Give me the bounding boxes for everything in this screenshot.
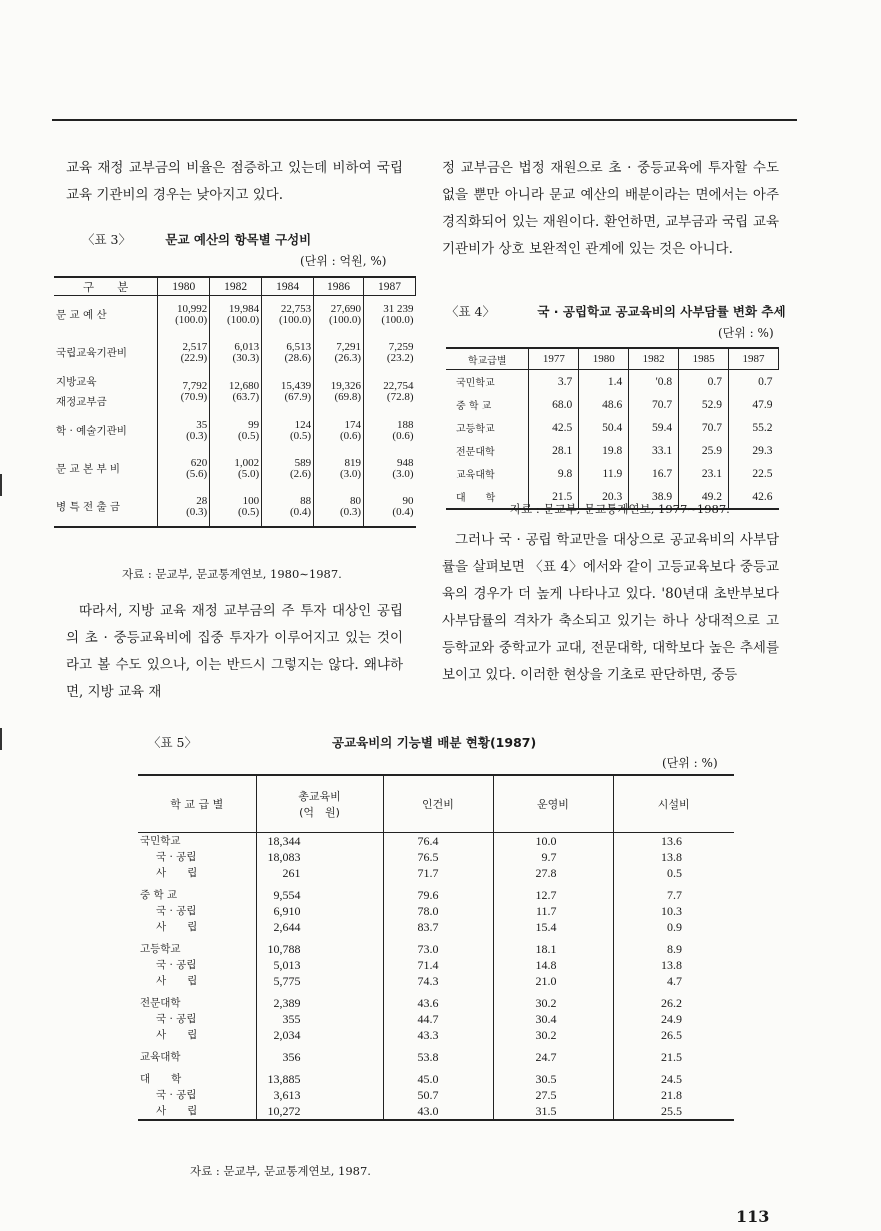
table3-percent: (28.6) [284,352,312,364]
table5-cell: 31.5 [493,1103,613,1120]
table5-cell: 30.4 [493,1011,613,1027]
table5-cell: 3,613 [256,1087,383,1103]
table3-cell [210,334,262,372]
table4-number: 〈표 4〉 [446,304,496,319]
table5-row [138,1043,734,1065]
table5-title: 공교육비의 기능별 배분 현황(1987) [332,735,537,750]
margin-mark [0,474,2,496]
table4 [446,347,779,510]
table4-cell: 19.8 [579,439,629,462]
table5-cell: 9.7 [493,849,613,865]
table4-cell: 68.0 [529,393,579,416]
table3-row [54,412,416,450]
table3-percent: (100.0) [227,314,260,326]
table4-cell: 42.6 [729,485,779,509]
table3-unit: (단위 : 억원, %) [300,254,387,268]
table3-percent: (0.3) [186,430,208,442]
table3-cell [210,296,262,335]
table5-cell: 71.4 [383,957,493,973]
table3-row-label [54,412,158,450]
table5 [138,774,734,1121]
table5-cell: 21.0 [493,973,613,989]
table3-cell [262,296,314,335]
table5-row-label: 국민학교 [140,835,181,847]
table3-cell [210,372,262,412]
table4-cell: 1.4 [579,370,629,394]
table3-value: 19,984 [228,303,260,315]
table5-cell: 43.6 [383,989,493,1011]
table3-year: 1986 [314,277,364,296]
table3-value: 90 [402,495,414,507]
table4-cell: 21.5 [529,485,579,509]
table3-percent: (3.0) [339,468,362,480]
table5-row [138,865,734,881]
table3-percent: (0.5) [289,430,312,442]
table5-cell: 355 [256,1011,383,1027]
table5-cell: 2,034 [256,1027,383,1043]
table5-row-label: 사 립 [156,867,198,879]
table4-row-label: 국민학교 [456,378,495,389]
table5-cell: 44.7 [383,1011,493,1027]
table3-cell [314,488,364,527]
table3-value: 7,792 [182,380,208,392]
table3-percent: (63.7) [232,391,260,403]
table3-value: 7,291 [336,341,362,353]
table4-row-label: 대 학 [456,493,496,504]
left-paragraph-1 [66,155,403,209]
table3-value: 589 [294,457,312,469]
table3-value: 2,517 [182,341,208,353]
table4-cell: 47.9 [729,393,779,416]
table4-year: 1980 [579,348,629,370]
table3-cell [364,488,416,527]
table3-row-label-text: 국립교육기관비 [56,346,128,359]
table3-value: 22,754 [383,380,414,392]
table4-cell: 50.4 [579,416,629,439]
table4-header-row [446,348,779,370]
table5-row [138,989,734,1011]
table3-percent: (26.3) [334,352,362,364]
table5-cell: 13,885 [256,1065,383,1087]
table3-cell [210,412,262,450]
table5-header-row [138,775,734,833]
table5-header: 운영비 [493,775,613,833]
table3-value: 10,992 [176,303,208,315]
table3-row-label-text: 학 · 예술기관비 [56,424,127,437]
table4-cell: 70.7 [679,416,729,439]
table3-row [54,450,416,488]
table3-row-label-text: 문 교 예 산 [56,308,107,321]
table5-cell: 4.7 [613,973,734,989]
table5-cell: 25.5 [613,1103,734,1120]
table3-value: 174 [344,419,362,431]
table5-row [138,1087,734,1103]
table5-row-label: 국 · 공립 [156,905,197,917]
table4-cell: 0.7 [729,370,779,394]
table5-number: 〈표 5〉 [148,735,198,750]
table3-header-label: 구 분 [54,277,158,296]
table3-cell [262,450,314,488]
table5-row [138,903,734,919]
table5-cell: 43.0 [383,1103,493,1120]
table3-value: 80 [350,495,362,507]
table5-cell: 14.8 [493,957,613,973]
table3-year: 1984 [262,277,314,296]
right-paragraph-1 [442,155,779,263]
table3-cell [364,372,416,412]
table5-cell: 24.5 [613,1065,734,1087]
table4-row-label: 교육대학 [456,470,495,481]
table5-row-label: 사 립 [156,1105,198,1117]
table5-cell: 50.7 [383,1087,493,1103]
table3-cell [262,488,314,527]
table5-header-line: (억 원) [299,806,340,819]
table4-row [446,462,779,485]
table3-percent: (100.0) [278,314,312,326]
table3-cell [210,488,262,527]
table3-number: 〈표 3〉 [82,232,132,247]
table3-value: 124 [294,419,312,431]
table4-cell: 49.2 [679,485,729,509]
table4-source: 자료 : 문교부, 문교통계연보, 1977∼1987. [510,502,730,516]
table3-percent: (5.0) [238,468,260,480]
table4-cell: 11.9 [579,462,629,485]
table5-cell: 10,272 [256,1103,383,1120]
table3-year: 1982 [210,277,262,296]
table3-row-label [54,296,158,335]
table3-cell [314,334,364,372]
table3-cell [314,372,364,412]
table5-cell: 24.9 [613,1011,734,1027]
table5-row-label: 전문대학 [140,997,181,1009]
table3-value: 22,753 [280,303,312,315]
table3-value: 31 239 [383,303,414,315]
table4-caption [446,302,786,320]
table5-row [138,935,734,957]
table3-value: 19,326 [330,380,362,392]
table3-value: 28 [196,495,208,507]
table3-percent: (22.9) [180,352,208,364]
table5-row [138,1027,734,1043]
table4-cell: 28.1 [529,439,579,462]
table5-row-label: 중 학 교 [140,889,178,901]
table3-value: 35 [196,419,208,431]
table5-cell: 78.0 [383,903,493,919]
table5-cell: 18,083 [256,849,383,865]
table3-value: 1,002 [234,457,260,469]
table5-cell: 18.1 [493,935,613,957]
table5-cell: 0.5 [613,865,734,881]
body-text: 교육 재정 교부금의 비율은 점증하고 있는데 비하여 국립 교육 기관비의 경우는 낮아지고 있다. [66,160,403,203]
table4-row [446,439,779,462]
table3-year: 1987 [364,277,416,296]
table5-cell: 30.5 [493,1065,613,1087]
table3-cell [262,372,314,412]
table3-value: 12,680 [228,380,260,392]
table4-cell: 55.2 [729,416,779,439]
table5-cell: 30.2 [493,1027,613,1043]
table5-row-label: 국 · 공립 [156,851,197,863]
table3-percent: (5.6) [186,468,208,480]
table3-cell [364,334,416,372]
table3-row [54,372,416,412]
table3-percent: (100.0) [328,314,362,326]
table5-cell: 74.3 [383,973,493,989]
table3-cell [314,296,364,335]
table3-row-label-text: 문 교 본 부 비 [56,462,121,475]
table4-cell: 48.6 [579,393,629,416]
table4-cell: 20.3 [579,485,629,509]
table3-value: 99 [248,419,260,431]
table3-percent: (0.4) [289,506,312,518]
page-number: 113 [736,1207,770,1226]
table3-percent: (0.6) [339,430,362,442]
table4-row [446,393,779,416]
table4-cell: 25.9 [679,439,729,462]
table5-cell: 73.0 [383,935,493,957]
table3-cell [262,334,314,372]
table3-cell [210,450,262,488]
table3-title: 문교 예산의 항목별 구성비 [165,232,312,247]
table5-cell: 30.2 [493,989,613,1011]
table5-cell: 13.8 [613,849,734,865]
table5-cell: 2,389 [256,989,383,1011]
table3-percent: (0.3) [186,506,208,518]
table4-cell: 42.5 [529,416,579,439]
table4-row [446,370,779,394]
body-text: 따라서, 지방 교육 재정 교부금의 주 투자 대상인 공립의 초 · 중등교육비에 집중 투자가 이루어지고 있는 것이라고 볼 수도 있으나, 이는 반드시 그렇지는 않다. 왜냐하면, 지방 교육 재 [66,603,403,700]
table5-row-label: 국 · 공립 [156,1013,197,1025]
table5-header [256,775,383,833]
body-text: 그러나 국 · 공립 학교만을 대상으로 공교육비의 사부담률을 살펴보면 〈표 4〉에서와 같이 고등교육보다 중등교육의 경우가 더 높게 나타나고 있다. '80년대 초반부보다 사부담률의 격차가 축소되고 있기는 하나 상대적으로 고등학교와 중학교가 교대, 전문대학, 대학보다 높은 추세를 보이고 있다. 이러한 현상을 기초로 판단하면, 중등 [442,532,779,683]
table4-header-label: 학교급별 [446,348,529,370]
body-text: 정 교부금은 법정 재원으로 초 · 중등교육에 투자할 수도 없을 뿐만 아니라 문교 예산의 배분이라는 면에서는 아주 경직화되어 있는 재원이다. 환언하면, 교부금과 국립 교육 기관비가 상호 보완적인 관계에 있는 것은 아니다. [442,160,779,257]
table5-cell: 7.7 [613,881,734,903]
table5-row-label: 국 · 공립 [156,959,197,971]
table3-row-label-text: 재정교부금 [56,396,107,408]
table3-percent: (30.3) [232,352,260,364]
table3-row-label [54,488,158,527]
table5-cell: 27.5 [493,1087,613,1103]
table3-row-label-text: 지방교육 [56,376,97,388]
table5-row-label: 교육대학 [140,1051,181,1063]
table3-percent: (0.6) [392,430,414,442]
table3-percent: (0.5) [238,506,260,518]
table3 [54,276,416,528]
table5-cell: 261 [256,865,383,881]
table3-value: 6,513 [286,341,312,353]
table5-row [138,973,734,989]
table5-row [138,1065,734,1087]
table3-cell [314,412,364,450]
table3-row [54,334,416,372]
table5-cell: 2,644 [256,919,383,935]
table3-value: 620 [190,457,208,469]
table5-row-label: 국 · 공립 [156,1089,197,1101]
table3-header-row [54,277,416,296]
table5-row [138,881,734,903]
table3-row-label [54,450,158,488]
table5-source: 자료 : 문교부, 문교통계연보, 1987. [190,1164,371,1178]
table3-cell [158,296,210,335]
table3-cell [158,372,210,412]
table5-row [138,833,734,850]
table5-cell: 18,344 [256,833,383,850]
table3-percent: (23.2) [386,352,414,364]
table5-cell: 12.7 [493,881,613,903]
table5-row [138,919,734,935]
table4-year: 1987 [729,348,779,370]
table3-cell [158,334,210,372]
table3-cell [158,450,210,488]
table5-cell: 79.6 [383,881,493,903]
table5-row [138,1103,734,1120]
table3-percent: (0.4) [392,506,414,518]
table4-cell: 23.1 [679,462,729,485]
table4-cell: 33.1 [629,439,679,462]
table5-cell: 11.7 [493,903,613,919]
table3-percent: (72.8) [386,391,414,403]
left-paragraph-2 [66,598,403,706]
table4-row [446,416,779,439]
table5-cell: 76.5 [383,849,493,865]
table5-cell: 43.3 [383,1027,493,1043]
table5-header: 학 교 급 별 [138,775,256,833]
table5-row-label: 고등학교 [140,943,181,955]
table4-row-label: 고등학교 [456,424,495,435]
right-paragraph-2 [442,527,779,689]
table3-percent: (0.3) [339,506,362,518]
table5-cell: 21.8 [613,1087,734,1103]
table5-cell: 27.8 [493,865,613,881]
table3-value: 15,439 [280,380,312,392]
table3-row [54,488,416,527]
table5-cell: 10.0 [493,833,613,850]
table5-row-label: 사 립 [156,921,198,933]
table3-cell [262,412,314,450]
header-rule [52,119,797,121]
table5-cell: 13.8 [613,957,734,973]
table3-percent: (0.5) [238,430,260,442]
table3-value: 6,013 [234,341,260,353]
table3-percent: (100.0) [175,314,208,326]
table5-header: 시설비 [613,775,734,833]
table4-year: 1977 [529,348,579,370]
table3-percent: (2.6) [289,468,312,480]
table3-cell [364,296,416,335]
table3-row [54,296,416,335]
table5-row-label: 대 학 [140,1073,182,1085]
table5-row-label: 사 립 [156,975,198,987]
table4-cell: 9.8 [529,462,579,485]
table3-cell [314,450,364,488]
table5-cell: 9,554 [256,881,383,903]
table4-cell: 16.7 [629,462,679,485]
table3-cell [158,488,210,527]
table5-cell: 26.2 [613,989,734,1011]
table3-value: 948 [397,457,414,469]
table4-cell: 29.3 [729,439,779,462]
table5-cell: 5,013 [256,957,383,973]
table5-row [138,849,734,865]
table5-cell: 10,788 [256,935,383,957]
table3-row-label-text: 병 특 전 출 금 [56,500,121,513]
table5-cell: 15.4 [493,919,613,935]
table3-year: 1980 [158,277,210,296]
table3-percent: (70.9) [180,391,208,403]
table3-value: 88 [300,495,312,507]
table5-cell: 45.0 [383,1065,493,1087]
table4-year: 1985 [679,348,729,370]
table3-percent: (3.0) [392,468,414,480]
table4-title: 국 · 공립학교 공교육비의 사부담률 변화 추세 [537,304,786,319]
table4-cell: 22.5 [729,462,779,485]
table5-cell: 21.5 [613,1043,734,1065]
table4-cell: 3.7 [529,370,579,394]
table4-row-label: 전문대학 [456,447,495,458]
table3-cell [158,412,210,450]
table3-value: 100 [242,495,260,507]
table3-value: 27,690 [330,303,362,315]
table3-cell [364,450,416,488]
table5-cell: 13.6 [613,833,734,850]
table3-cell [364,412,416,450]
table4-cell: 0.7 [679,370,729,394]
table5-cell: 71.7 [383,865,493,881]
table5-row [138,1011,734,1027]
table5-cell: 76.4 [383,833,493,850]
table5-cell: 26.5 [613,1027,734,1043]
table5-cell: 0.9 [613,919,734,935]
table5-unit: (단위 : %) [662,756,718,770]
table3-percent: (67.9) [284,391,312,403]
table5-header-line: 총교육비 [298,790,341,803]
table5-cell: 24.7 [493,1043,613,1065]
table4-cell: '0.8 [629,370,679,394]
table3-row-label [54,334,158,372]
table5-cell: 6,910 [256,903,383,919]
table5-cell: 10.3 [613,903,734,919]
table4-cell: 59.4 [629,416,679,439]
table3-value: 7,259 [388,341,414,353]
table4-cell: 70.7 [629,393,679,416]
table3-percent: (100.0) [381,314,414,326]
table5-cell: 83.7 [383,919,493,935]
table5-row-label: 사 립 [156,1029,198,1041]
table5-row [138,957,734,973]
table4-row-label: 중 학 교 [456,401,492,412]
table3-percent: (69.8) [334,391,362,403]
table4-year: 1982 [629,348,679,370]
table4-cell: 52.9 [679,393,729,416]
table5-number-cap [148,733,197,751]
table4-cell: 38.9 [629,485,679,509]
table3-source: 자료 : 문교부, 문교통계연보, 1980∼1987. [122,567,342,581]
table5-cell: 53.8 [383,1043,493,1065]
table5-cell: 8.9 [613,935,734,957]
table5-cell: 356 [256,1043,383,1065]
table3-row-label [54,372,158,412]
table3-value: 188 [397,419,414,431]
table3-caption [82,230,311,248]
table5-header: 인건비 [383,775,493,833]
table3-value: 819 [344,457,362,469]
table4-unit: (단위 : %) [718,326,774,340]
margin-mark [0,728,2,750]
table5-cell: 5,775 [256,973,383,989]
